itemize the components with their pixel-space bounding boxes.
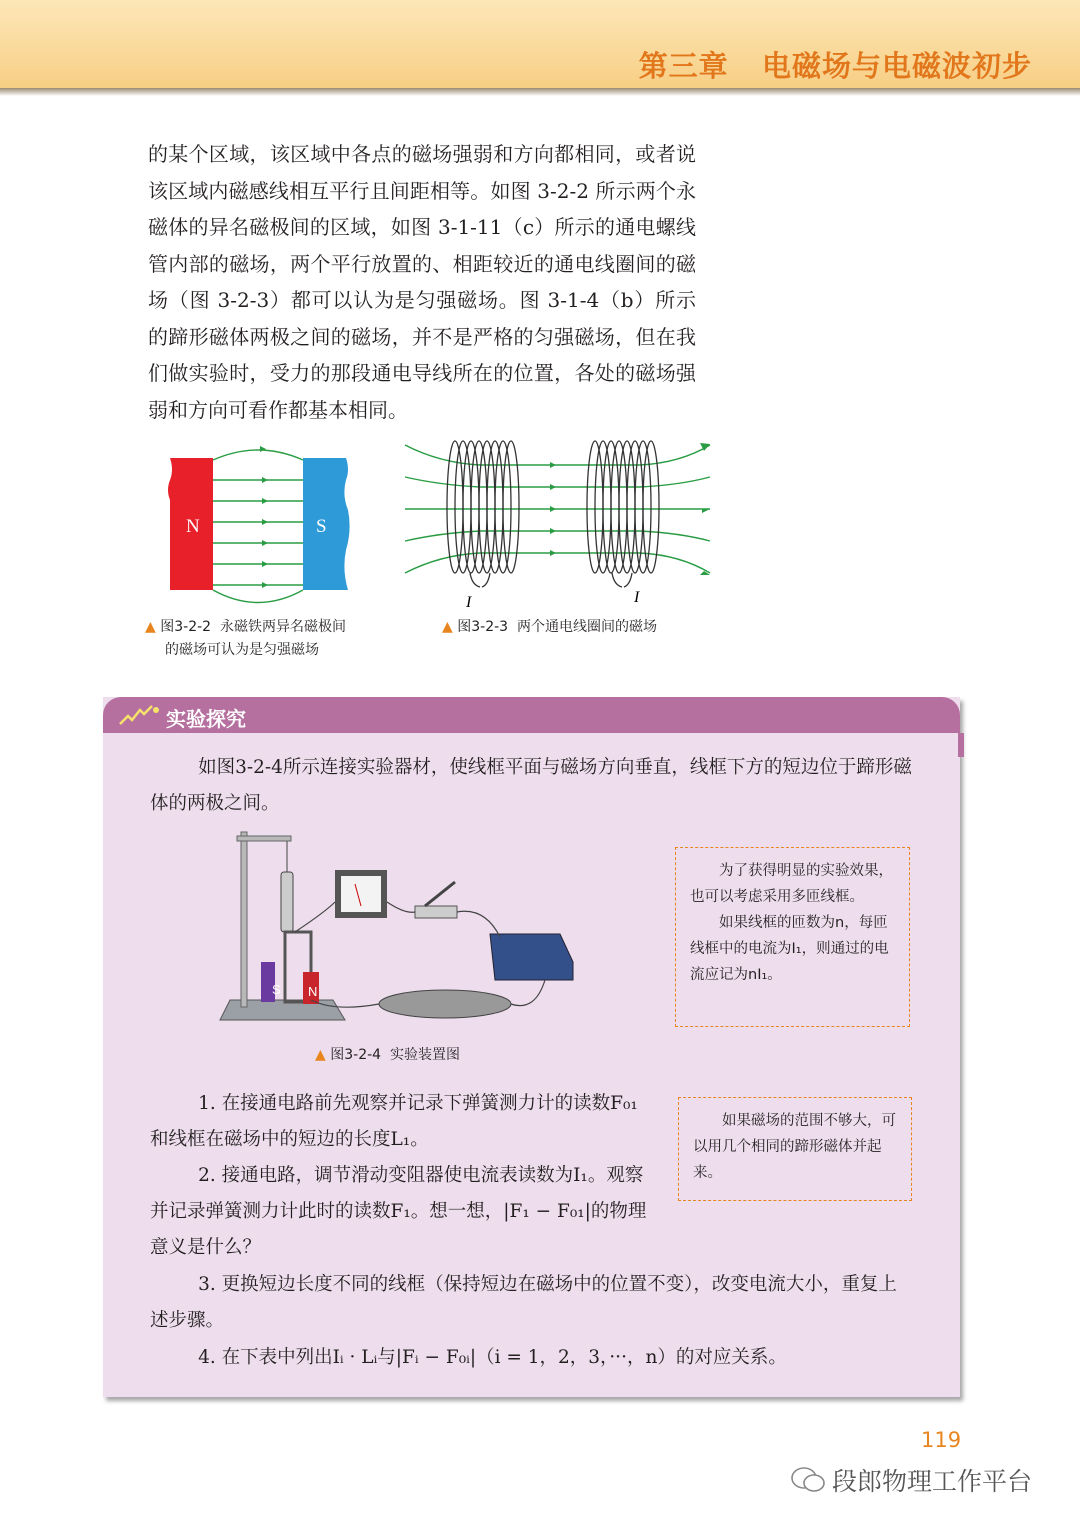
triangle-icon: ▲ (145, 619, 156, 635)
figure-3-2-4 (215, 822, 590, 1040)
switch (415, 906, 457, 918)
field-lines (213, 450, 303, 603)
step-4: 4. 在下表中列出Iᵢ · Lᵢ与|Fᵢ − F₀ᵢ|（i = 1，2，3，···，n）的对应关系。 (198, 1347, 787, 1368)
caption-line: 实验装置图 (389, 1047, 460, 1063)
caption-line: 永磁铁两异名磁极间 (219, 619, 346, 635)
battery (490, 934, 573, 980)
south-label: S (316, 516, 327, 537)
chapter-title: 电磁场与电磁波初步 (761, 49, 1032, 83)
caption-line: 两个通电线圈间的磁场 (516, 619, 657, 635)
note-paragraph: 如果磁场的范围不够大，可以用几个相同的蹄形磁体并起来。 (693, 1113, 896, 1181)
caption-line: 的磁场可认为是匀强磁场 (165, 642, 319, 658)
stand-base (220, 1000, 345, 1020)
page-number: 119 (921, 1428, 962, 1452)
figure-3-2-2 (168, 440, 358, 610)
north-label: N (186, 516, 200, 537)
figure-3-2-3 (400, 435, 720, 615)
figure-number: 图3-2-4 (330, 1047, 382, 1063)
wechat-icon (790, 1466, 826, 1494)
current-label-left: I (466, 594, 472, 611)
side-note-magnets (678, 1097, 912, 1201)
figure-number: 图3-2-2 (160, 619, 212, 635)
coil-right (587, 441, 659, 587)
step-2: 2. 接通电路，调节滑动变阻器使电流表读数为I₁。观察并记录弹簧测力计此时的读数F₁。想一想，|F₁ − F₀₁|的物理意义是什么？ (150, 1165, 647, 1258)
figure-3-2-3-caption (442, 616, 657, 639)
header-shadow (0, 88, 1080, 96)
figure-3-2-2-caption (145, 616, 346, 662)
spark-icon (118, 704, 162, 728)
magnet-s-label: S (272, 982, 281, 997)
side-note-multi-turn (675, 847, 910, 1027)
experiment-title: 实验探究 (166, 707, 246, 731)
triangle-icon: ▲ (315, 1047, 326, 1063)
chapter-number: 第三章 (638, 49, 729, 83)
step-3: 3. 更换短边长度不同的线框（保持短边在磁场中的位置不变），改变电流大小，重复上述步骤。 (150, 1274, 897, 1331)
spring-scale (281, 872, 293, 932)
body-paragraph: 的某个区域，该区域中各点的磁场强弱和方向都相同，或者说该区域内磁感线相互平行且间距相等。如图 3-2-2 所示两个永磁体的异名磁极间的区域，如图 3-1-11（c）所示的通电螺线管内部的磁场，两个平行放置的、相距较近的通电线圈间的磁场（图 3-2-3）都可以认为是匀强磁场。图 3-1-4（b）所示的蹄形磁体两极之间的磁场，并不是严格的匀强磁场，但在我们做实验时，受力的那段通电导线所在的位置，各处的磁场强弱和方向可看作都基本相同。 (148, 142, 696, 422)
triangle-icon: ▲ (442, 619, 453, 635)
figure-number: 图3-2-3 (457, 619, 509, 635)
stand-arm (237, 836, 291, 841)
step-1: 1. 在接通电路前先观察并记录下弹簧测力计的读数F₀₁和线框在磁场中的短边的长度L₁。 (150, 1093, 638, 1150)
stand-rod (241, 832, 247, 1007)
note-paragraph: 如果线框的匝数为n，每匝线框中的电流为I₁，则通过的电流应记为nI₁。 (690, 915, 889, 983)
magnet-n-label: N (308, 984, 318, 999)
current-label-right: I (634, 589, 640, 606)
chapter-heading (639, 44, 1032, 85)
note-paragraph: 为了获得明显的实验效果，也可以考虑采用多匝线框。 (690, 863, 893, 905)
figure-3-2-4-caption (315, 1044, 460, 1067)
field-lines (405, 445, 710, 573)
field-arrows (260, 446, 268, 588)
watermark-text: 段郎物理工作平台 (832, 1467, 1033, 1496)
rheostat (379, 990, 511, 1018)
experiment-intro: 如图3-2-4所示连接实验器材，使线框平面与磁场方向垂直，线框下方的短边位于蹄形磁体的两极之间。 (150, 757, 912, 814)
panel-tab (958, 733, 964, 757)
